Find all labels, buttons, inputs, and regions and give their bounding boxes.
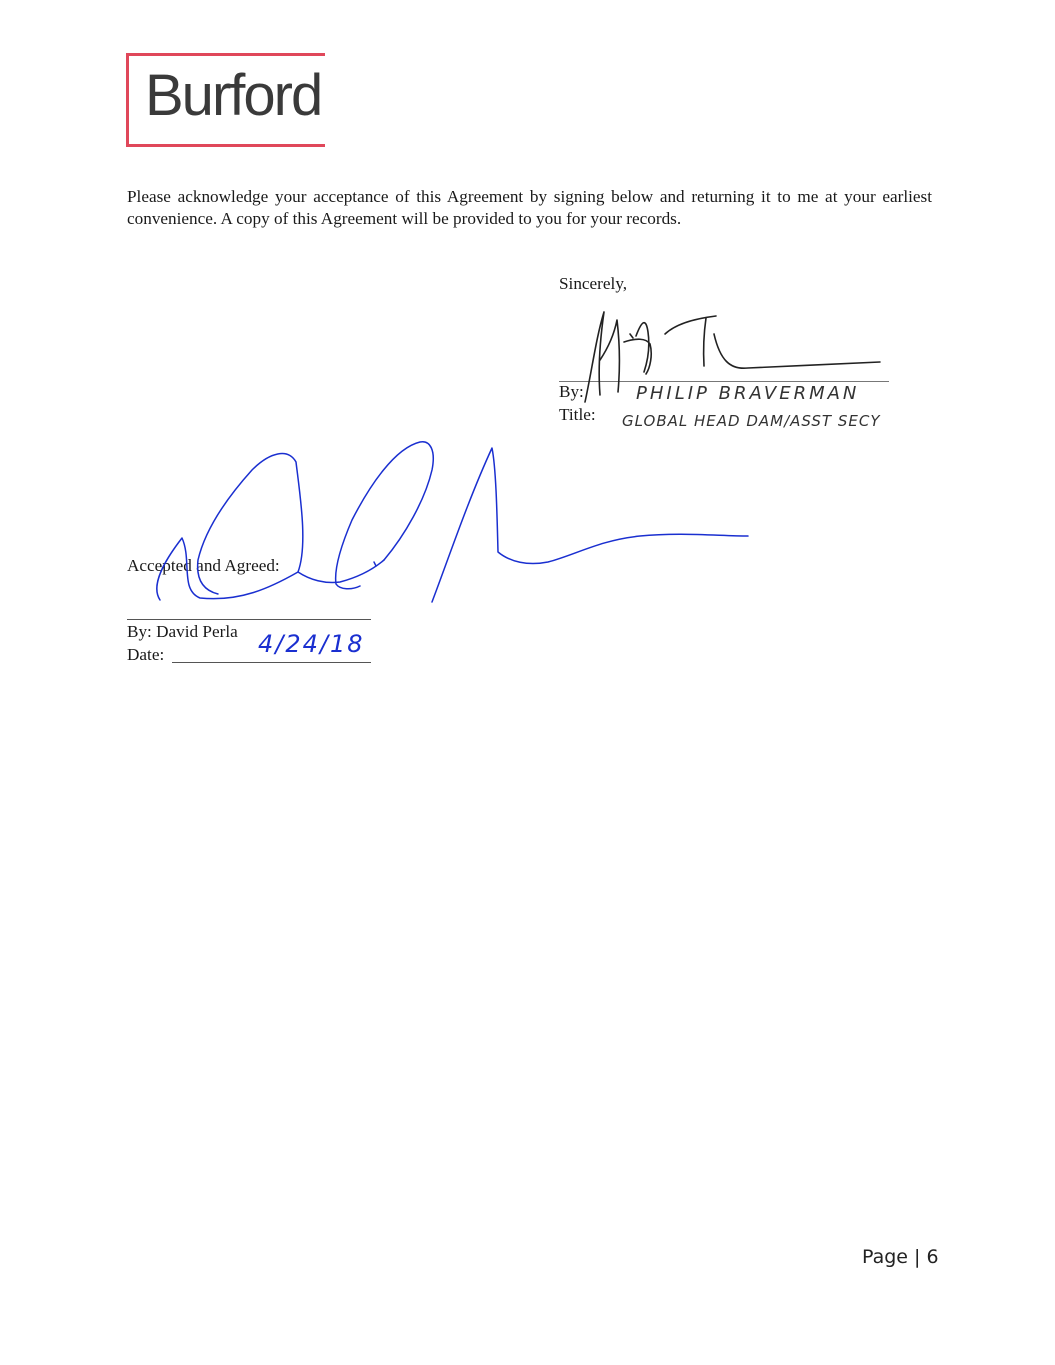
svg-text:GLOBAL HEAD DAM/ASST SECY: GLOBAL HEAD DAM/ASST SECY xyxy=(622,412,881,430)
signer-signature xyxy=(585,312,880,402)
signature-line-signer xyxy=(559,381,889,382)
signature-line-acceptor xyxy=(127,619,371,620)
date-line xyxy=(172,662,371,663)
accepted-agreed-heading: Accepted and Agreed: xyxy=(127,556,280,575)
closing-text: Sincerely, xyxy=(559,274,628,293)
acceptor-name: By: David Perla xyxy=(127,622,238,641)
logo-text: Burford xyxy=(145,63,322,128)
svg-text:4/24/18: 4/24/18 xyxy=(258,630,365,658)
acceptor-signature xyxy=(157,442,748,602)
signer-handwritten-name xyxy=(636,383,859,404)
acknowledgement-paragraph: Please acknowledge your acceptance of this Agreement by signing below and returning it to me at your earliest convenience. A copy of this Agreement will be provided to you for your records. xyxy=(127,187,932,228)
svg-text:PHILIP BRAVERMAN: PHILIP BRAVERMAN xyxy=(636,383,860,404)
signer-handwritten-title xyxy=(622,412,881,430)
handwritten-date xyxy=(258,630,365,658)
date-label: Date: xyxy=(127,645,165,664)
by-label-signer: By: xyxy=(559,382,584,401)
title-label-signer: Title: xyxy=(559,405,596,424)
burford-logo xyxy=(126,53,326,147)
page-number: Page | 6 xyxy=(862,1246,939,1268)
